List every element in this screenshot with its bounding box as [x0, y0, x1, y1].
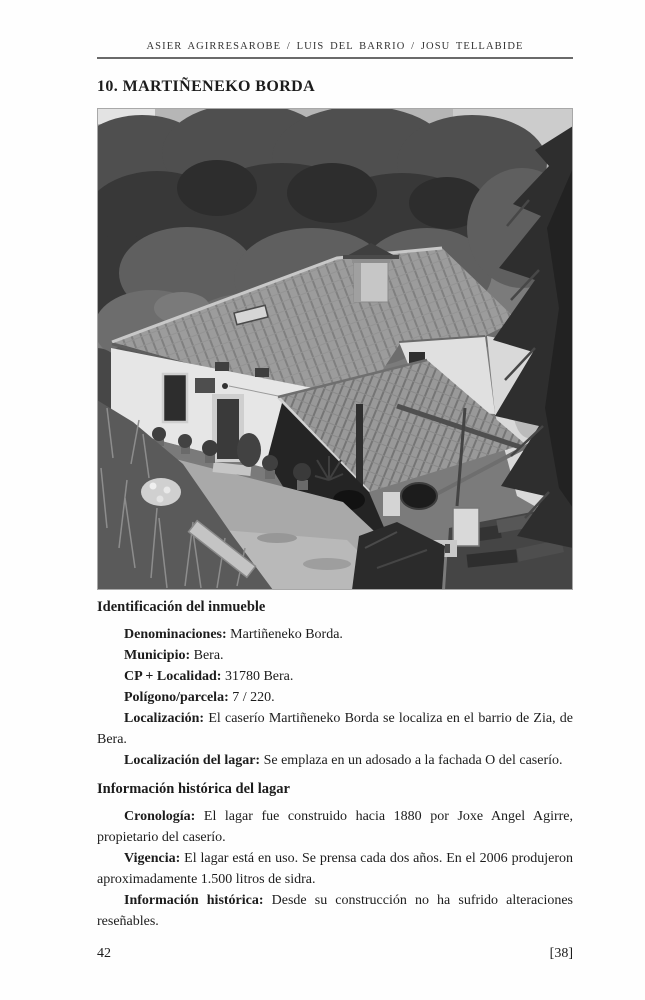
field-denominaciones — [97, 624, 573, 645]
section-heading: Información histórica del lagar — [97, 781, 290, 797]
body-text — [97, 599, 573, 932]
page-footer — [97, 946, 573, 962]
wall-plaque — [195, 378, 215, 393]
shuttered-window — [163, 374, 187, 422]
field-label: CP + Localidad: — [124, 669, 222, 684]
field-value: 31780 Bera. — [224, 669, 294, 684]
field-value: El caserío Martiñeneko Borda se localiza en el barrio de Zia, de Bera. — [97, 711, 574, 747]
field-value: El lagar fue construido hacia 1880 por Joxe Angel Agirre, propietario del caserío. — [97, 809, 574, 845]
field-label: Denominaciones: — [124, 627, 227, 642]
white-bucket — [383, 492, 400, 516]
field-vigencia — [97, 848, 573, 890]
page-title: 10. MARTIÑENEKO BORDA — [97, 78, 316, 95]
running-header: ASIER AGIRRESAROBE / LUIS DEL BARRIO / JOSU TELLABIDE — [97, 41, 573, 59]
field-cp-localidad — [97, 666, 573, 687]
field-value: 7 / 220. — [232, 690, 275, 705]
porch-post — [356, 404, 363, 490]
field-municipio — [97, 645, 573, 666]
barrel — [401, 483, 437, 509]
footer-page-number: 42 — [97, 946, 111, 961]
section-heading: Identificación del inmueble — [97, 599, 266, 615]
attic-vent — [215, 362, 229, 371]
field-cronologia — [97, 806, 573, 848]
field-label: Localización del lagar: — [124, 753, 261, 768]
building-photo — [97, 108, 573, 590]
wall-lamp — [222, 383, 228, 389]
field-localizacion-lagar — [97, 750, 573, 771]
field-label: Vigencia: — [124, 851, 181, 866]
field-label: Cronología: — [124, 809, 196, 824]
section-identificacion — [97, 599, 573, 771]
footer-reference-number: [38] — [549, 946, 573, 961]
field-label: Localización: — [124, 711, 205, 726]
field-value: El lagar está en uso. Se prensa cada dos años. En el 2006 produjeron aproximadamente 1.500 litros de sidra. — [97, 851, 573, 887]
field-value: Bera. — [193, 648, 224, 663]
field-label: Municipio: — [124, 648, 191, 663]
field-value: Desde su construcción no ha sufrido alteraciones reseñables. — [97, 893, 573, 929]
field-label: Información histórica: — [124, 893, 264, 908]
field-value: Martiñeneko Borda. — [230, 627, 343, 642]
field-informacion-historica — [97, 890, 573, 932]
attic-vent — [255, 368, 269, 377]
field-localizacion — [97, 708, 573, 750]
field-poligono-parcela — [97, 687, 573, 708]
field-value: Se emplaza en un adosado a la fachada O del caserío. — [263, 753, 563, 768]
section-informacion-historica — [97, 781, 573, 932]
field-label: Polígono/parcela: — [124, 690, 229, 705]
